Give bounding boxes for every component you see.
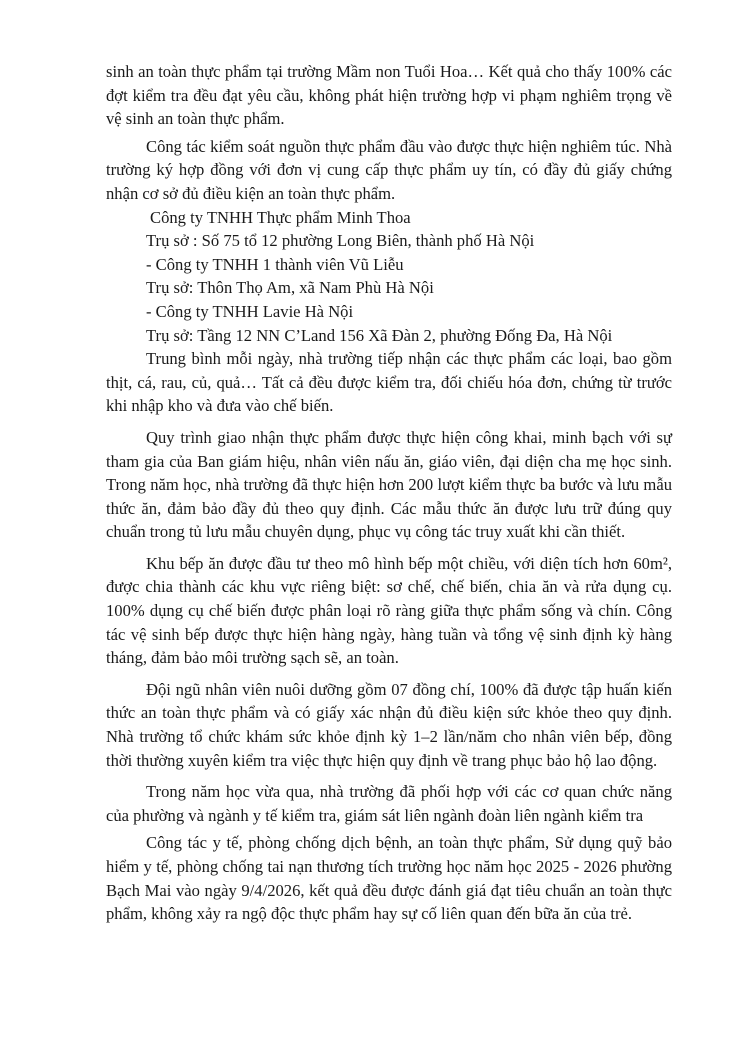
paragraph-inspection: Trong năm học vừa qua, nhà trường đã phối hợp với các cơ quan chức năng của phường và ngành y tế kiểm tra, giám sát liên ngành đoàn liên ngành kiểm tra xyxy=(106,782,672,825)
supplier-name: - Công ty TNHH Lavie Hà Nội xyxy=(146,301,354,321)
paragraph-staff: Đội ngũ nhân viên nuôi dưỡng gồm 07 đồng chí, 100% đã được tập huấn kiến thức an toàn thực phẩm và có giấy xác nhận đủ điều kiện sức khỏe theo quy định. Nhà trường tổ chức khám sức khỏe định kỳ 1–2 lần/năm cho nhân viên bếp, đồng thời thường xuyên kiểm tra việc thực hiện quy định về trang phục bảo hộ lao động. xyxy=(106,679,672,770)
paragraph-health-work: Công tác y tế, phòng chống dịch bệnh, an toàn thực phẩm, Sử dụng quỹ bảo hiểm y tế, phòng chống tai nạn thương tích trường học năm học 2025 - 2026 phường Bạch Mai vào ngày 9/4/2026, kết quả đều được đánh giá đạt tiêu chuẩn an toàn thực phẩm, không xảy ra ngộ độc thực phẩm hay sự cố liên quan đến bữa ăn của trẻ. xyxy=(106,833,672,924)
paragraph-kitchen: Khu bếp ăn được đầu tư theo mô hình bếp một chiều, với diện tích hơn 60m², được chia thành các khu vực riêng biệt: sơ chế, chế biến, chia ăn và rửa dụng cụ. 100% dụng cụ chế biến được phân loại rõ ràng giữa thực phẩm sống và chín. Công tác vệ sinh bếp được thực hiện hàng ngày, hàng tuần và tổng vệ sinh định kỳ hàng tháng, đảm bảo môi trường sạch sẽ, an toàn. xyxy=(106,553,672,668)
supplier-address: Trụ sở: Tầng 12 NN C’Land 156 Xã Đàn 2, phường Đống Đa, Hà Nội xyxy=(146,325,613,345)
supplier-name: Công ty TNHH Thực phẩm Minh Thoa xyxy=(150,207,411,227)
supplier-list xyxy=(106,206,672,348)
paragraph-delivery-process: Quy trình giao nhận thực phẩm được thực hiện công khai, minh bạch với sự tham gia của Ban giám hiệu, nhân viên nấu ăn, giáo viên, đại diện cha mẹ học sinh. Trong năm học, nhà trường đã thực hiện hơn 200 lượt kiểm thực ba bước và lưu mẫu thức ăn, đảm bảo đầy đủ theo quy định. Các mẫu thức ăn được lưu trữ đúng quy chuẩn trong tủ lưu mẫu chuyên dụng, phục vụ công tác truy xuất khi cần thiết. xyxy=(106,427,672,542)
paragraph-daily-intake: Trung bình mỗi ngày, nhà trường tiếp nhận các thực phẩm các loại, bao gồm thịt, cá, rau, củ, quả… Tất cả đều được kiểm tra, đối chiếu hóa đơn, chứng từ trước khi nhập kho và đưa vào chế biến. xyxy=(106,349,672,416)
supplier-address: Trụ sở: Thôn Thọ Am, xã Nam Phù Hà Nội xyxy=(146,278,434,298)
paragraph-food-safety-results: sinh an toàn thực phẩm tại trường Mầm non Tuổi Hoa… Kết quả cho thấy 100% các đợt kiểm tra đều đạt yêu cầu, không phát hiện trường hợp vi phạm nghiêm trọng về vệ sinh an toàn thực phẩm. xyxy=(106,62,672,129)
supplier-name: - Công ty TNHH 1 thành viên Vũ Liễu xyxy=(146,254,404,274)
paragraph-input-control: Công tác kiểm soát nguồn thực phẩm đầu vào được thực hiện nghiêm túc. Nhà trường ký hợp đồng với đơn vị cung cấp thực phẩm uy tín, có đầy đủ giấy chứng nhận cơ sở đủ điều kiện an toàn thực phẩm. xyxy=(106,136,672,203)
document-page xyxy=(106,60,672,926)
supplier-address: Trụ sở : Số 75 tổ 12 phường Long Biên, thành phố Hà Nội xyxy=(146,231,535,251)
